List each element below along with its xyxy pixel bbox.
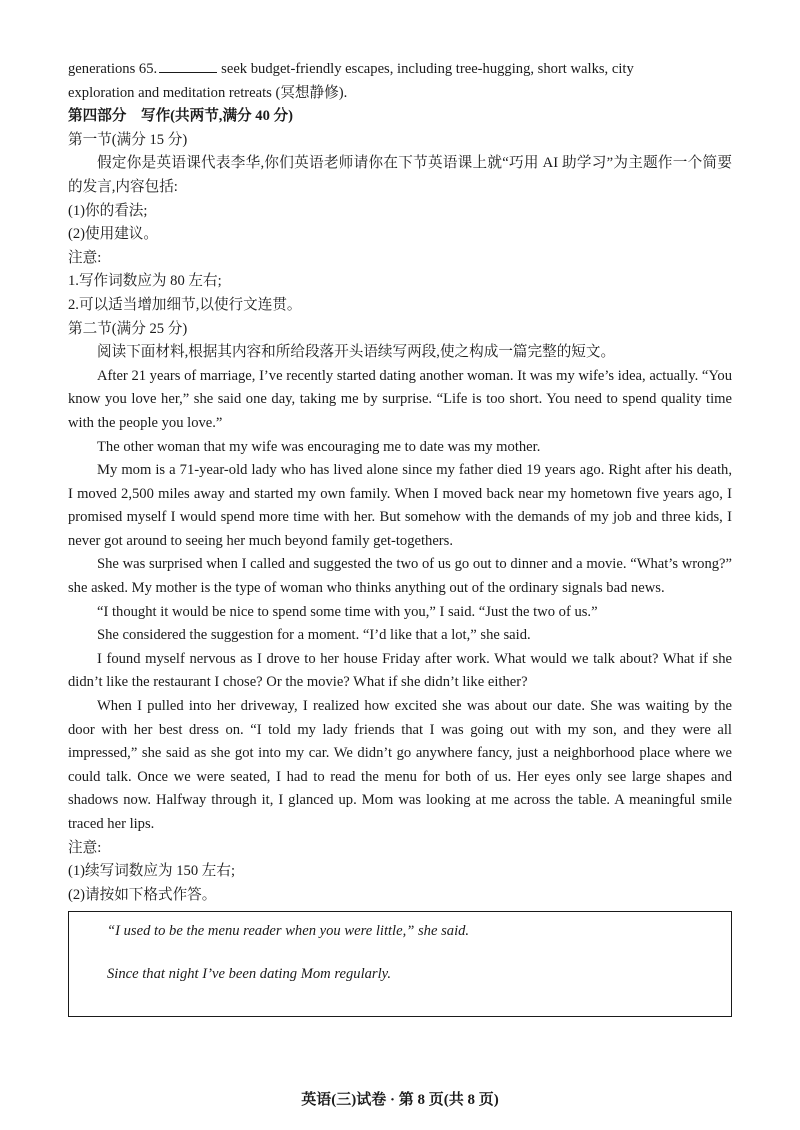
story-paragraph: She was surprised when I called and suggested the two of us go out to dinner and a movie. “What’s wrong?” she asked. My mother is the type of woman who thinks anything out of the ordinary signals bad news. [68, 556, 732, 597]
exam-page [68, 58, 732, 1017]
section1-note: 2.可以适当增加细节,以使行文连贯。 [68, 296, 302, 313]
passage-end-line-1: generations 65. seek budget-friendly escapes, including tree-hugging, short walks, city [68, 58, 732, 82]
passage-end-line-2: exploration and meditation retreats (冥想静修). [68, 84, 348, 101]
story-paragraph: The other woman that my wife was encouraging me to date was my mother. [97, 438, 541, 455]
section2-prompt: 阅读下面材料,根据其内容和所给段落开头语续写两段,使之构成一篇完整的短文。 [97, 344, 616, 361]
story-paragraph: I found myself nervous as I drove to her house Friday after work. What would we talk about? What if she didn’t like the restaurant I chose? Or the movie? What if she didn’t like either? [68, 650, 732, 691]
answer-blank-65[interactable] [159, 58, 217, 73]
part4-title: 第四部分 写作(共两节,满分 40 分) [68, 108, 293, 125]
section1-note: 1.写作词数应为 80 左右; [68, 273, 222, 290]
story-paragraph: She considered the suggestion for a moment. “I’d like that a lot,” she said. [97, 627, 531, 644]
page-footer: 英语(三)试卷 · 第 8 页(共 8 页) [301, 1092, 499, 1108]
section1-point: (1)你的看法; [68, 202, 148, 219]
story-paragraph: After 21 years of marriage, I’ve recently started dating another woman. It was my wife’s idea, actually. “You know you love her,” she said one day, taking me by surprise. “Life is too short. You need to spend quality time with the people you love.” [68, 367, 733, 431]
section2-note: (2)请按如下格式作答。 [68, 886, 217, 903]
answer-box-opening-line-1: “I used to be the menu reader when you were little,” she said. [107, 923, 470, 940]
answer-box-opening-line-2: Since that night I’ve been dating Mom regularly. [107, 966, 391, 983]
section2-notes-label: 注意: [68, 839, 102, 856]
story-paragraph: My mom is a 71-year-old lady who has lived alone since my father died 19 years ago. Right after his death, I moved 2,500 miles away and started my own family. When I moved back near my hometown five years ago, I promised myself I would spend more time with her. But somehow with the demands of my job and three kids, I never got around to seeing her much beyond family get-togethers. [68, 462, 732, 549]
section1-title: 第一节(满分 15 分) [68, 131, 188, 148]
section1-prompt: 假定你是英语课代表李华,你们英语老师请你在下节英语课上就“巧用 AI 助学习”为主题作一个简要的发言,内容包括: [68, 155, 732, 195]
answer-box[interactable] [68, 911, 732, 1017]
section1-notes-label: 注意: [68, 249, 102, 266]
story-paragraph: “I thought it would be nice to spend some time with you,” I said. “Just the two of us.” [97, 603, 598, 620]
section2-note: (1)续写词数应为 150 左右; [68, 863, 236, 880]
section2-title: 第二节(满分 25 分) [68, 320, 188, 337]
story-paragraph: When I pulled into her driveway, I realized how excited she was about our date. She was waiting by the door with her best dress on. “I told my lady friends that I was going out with my son, and they were all impressed,” she said as she got into my car. We didn’t go anywhere fancy, just a neighborhood place where we could talk. Once we were seated, I had to read the menu for both of us. Her eyes only see large shapes and shadows now. Halfway through it, I glanced up. Mom was looking at me across the table. A meaningful smile traced her lips. [68, 698, 732, 832]
section1-point: (2)使用建议。 [68, 226, 158, 243]
